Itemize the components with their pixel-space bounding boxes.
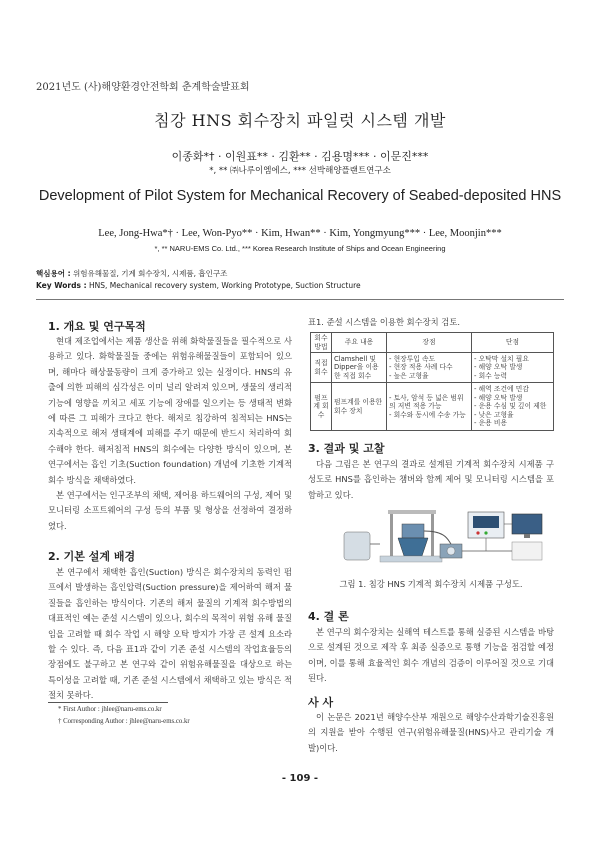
table-cell-pros: - 토사, 암석 등 넓은 범위의 저변 적용 가능 - 회수와 동시에 수송 가능 xyxy=(387,383,472,431)
table-cell-cons: - 해역 조건에 민감 - 해양 오탁 발생 - 운용 수심 및 깊이 제한 - 낮은 고형율 - 운용 비용 xyxy=(472,383,554,431)
sensor-box xyxy=(512,542,542,560)
keywords-english-text: HNS, Mechanical recovery system, Working Prototype, Suction Structure xyxy=(86,281,361,290)
section-1-paragraph-2: 본 연구에서는 인구조부의 채택, 제어용 하드웨어의 구성, 제어 및 모니터링 소프트웨어의 구성 등의 부품 및 형상을 선정하여 결정하였다. xyxy=(48,490,292,531)
monitoring-screen xyxy=(512,514,542,534)
keywords-korean-label: 핵심용어 : xyxy=(36,269,71,278)
control-panel-screen xyxy=(473,516,499,528)
corresponding-author-mark: † xyxy=(58,718,62,725)
title-english: Development of Pilot System for Mechanical Recovery of Seabed-deposited HNS xyxy=(38,188,562,204)
authors-korean: 이종화*† · 이원표** · 김환** · 김용명*** · 이문진*** xyxy=(171,150,429,163)
title-korean: 침강 HNS 회수장치 파일럿 시스템 개발 xyxy=(154,111,446,130)
table-cell-pros: - 현장투입 속도 - 현장 적용 사례 다수 - 높은 고형율 xyxy=(387,353,472,383)
base-plate xyxy=(380,556,442,562)
section-4-paragraph-1: 본 연구의 회수장치는 실해역 테스트를 통해 실증된 시스템을 바탕으로 설계된 것으로 제작 후 최종 실증으로 통행 기능을 점검할 예정이며, 이를 통해 효율적인 회수 개념의 검증이 이루어질 것으로 기대된다. xyxy=(308,627,554,684)
header-divider xyxy=(36,299,564,300)
table-cell-cons: - 오탁막 설치 필요 - 해양 오탁 발생 - 회수 능력 xyxy=(472,353,554,383)
table-1-wrapper xyxy=(310,332,554,431)
affiliation-korean: *, ** ㈜나루이엠에스, *** 선박해양플랜트연구소 xyxy=(209,166,391,176)
first-author-text: First Author : jhlee@naru-ems.co.kr xyxy=(63,706,162,713)
acknowledgement-heading: 사 사 xyxy=(308,696,334,709)
section-4-heading: 4. 결 론 xyxy=(308,610,349,623)
page-number: - 109 - xyxy=(281,773,319,784)
keywords-korean xyxy=(36,268,227,279)
footnote-corresponding-author xyxy=(58,718,190,725)
figure-1-caption: 그림 1. 침강 HNS 기계적 회수장치 시제품 구성도. xyxy=(339,579,523,589)
indicator-lamp xyxy=(484,531,487,534)
prototype-diagram xyxy=(336,504,552,572)
table-header-cell: 회수 방법 xyxy=(311,333,332,353)
section-2-paragraph-1: 본 연구에서 채택한 흡인(Suction) 방식은 회수장치의 동력인 펌프에서 발생하는 흡인압력(Suction pressure)을 제어하여 해저 물질들을 흡인하는 방식이다. 기존의 해저 물질의 기계적 회수방법의 대표적인 예는 준설 시스템이 있으나, 회수의 목적이 위험 유해 물질임을 고려할 때 회수 작업 시 해양 오탁 방지가 가장 큰 설계 요소라 할 수 있다. 즉, 다음 표1과 같이 기존 준설 시스템의 작업효율등의 장점에도 불구하고 본 연구와 같이 위험유해물질을 대상으로 하는 특이성을 고려할 때, 기존 준설 시스템에서 채택하고 있는 방식은 적절치 못하다. xyxy=(48,567,292,701)
crane-beam xyxy=(388,510,436,514)
suction-chamber xyxy=(402,524,424,538)
table-row xyxy=(311,383,554,431)
section-3-heading: 3. 결과 및 고찰 xyxy=(308,442,385,455)
keywords-english xyxy=(36,281,361,290)
affiliation-english: *, ** NARU-EMS Co. Ltd., *** Korea Research Institute of Ships and Ocean Engineering xyxy=(154,244,446,253)
section-1-paragraph-1: 현대 제조업에서는 제품 생산을 위해 화학물질들을 필수적으로 사용하고 있다. 화학물질들 중에는 위험유해물질들이 포함되어 있으며, 해마다 해상물동량이 크게 증가하고 있는 실정이다. HNS의 유출에 의한 피해의 심각성은 이미 널리 알려져 있으며, 생물의 생리적 기능에 영향을 끼치고 세포 기능에 장애를 일으키는 등 생태적 변화에 따른 그 피해가 크다고 한다. 해저로 침강하여 침적되는 HNS는 지속적으로 해저 생태계에 피해를 주기 때문에 반드시 처리하여 회수해야 한다. 해저침적 HNS의 회수에는 다양한 방식이 있으며, 본 연구에서는 흡인 기초(Suction foundation) 개념에 기초한 기계적 회수 방식을 채택하였다. xyxy=(48,336,292,485)
section-3-paragraph-1: 다음 그림은 본 연구의 결과로 설계된 기계적 회수장치 시제품 구성도로 HNS를 흡인하는 챔버와 함께 제어 및 모니터링 시스템을 포함하고 있다. xyxy=(308,459,554,500)
figure-1-image xyxy=(336,504,552,572)
frame-post xyxy=(390,514,393,558)
section-1-heading: 1. 개요 및 연구목적 xyxy=(48,320,146,333)
indicator-lamp xyxy=(476,531,479,534)
frame-post xyxy=(431,514,434,558)
corresponding-author-text: Corresponding Author : jhlee@naru-ems.co.kr xyxy=(63,718,190,725)
table-cell-method: 직접 회수 xyxy=(311,353,332,383)
pump-motor xyxy=(447,547,455,555)
footnote-divider xyxy=(48,702,168,703)
authors-english: Lee, Jong-Hwa*† · Lee, Won-Pyo** · Kim, Hwan** · Kim, Yongmyung*** · Lee, Moonjin*** xyxy=(98,228,502,239)
first-author-mark: * xyxy=(58,706,62,713)
table-header-cell: 장점 xyxy=(387,333,472,353)
table-header-cell: 단점 xyxy=(472,333,554,353)
footnote-first-author xyxy=(58,706,162,713)
table-header-cell: 주요 내용 xyxy=(332,333,387,353)
table-row xyxy=(311,353,554,383)
table-cell-method: 펌프계 회수 xyxy=(311,383,332,431)
conference-name: 2021년도 (사)해양환경안전학회 춘계학술발표회 xyxy=(36,82,250,93)
table-1-caption: 표1. 준설 시스템을 이용한 회수장치 검토. xyxy=(308,317,460,327)
monitor-stand xyxy=(524,534,530,538)
storage-tank xyxy=(344,532,370,560)
section-2-heading: 2. 기본 설계 배경 xyxy=(48,550,136,563)
keywords-korean-text: 위험유해물질, 기계 회수장치, 시제품, 흡인구조 xyxy=(70,269,228,278)
table-cell-content: Clamshell 및 Dipper을 이용한 직접 회수 xyxy=(332,353,387,383)
table-1 xyxy=(310,332,554,431)
hose xyxy=(424,531,451,544)
acknowledgement-paragraph: 이 논문은 2021년 해양수산부 재원으로 해양수산과학기술진흥원의 지원을 받아 수행된 연구(위험유해물질(HNS)사고 관리기술 개발)이다. xyxy=(308,712,554,753)
table-cell-content: 펌프계를 이용한 회수 장치 xyxy=(332,383,387,431)
table-header-row xyxy=(311,333,554,353)
suction-hood xyxy=(398,538,428,556)
keywords-english-label: Key Words : xyxy=(36,281,87,290)
